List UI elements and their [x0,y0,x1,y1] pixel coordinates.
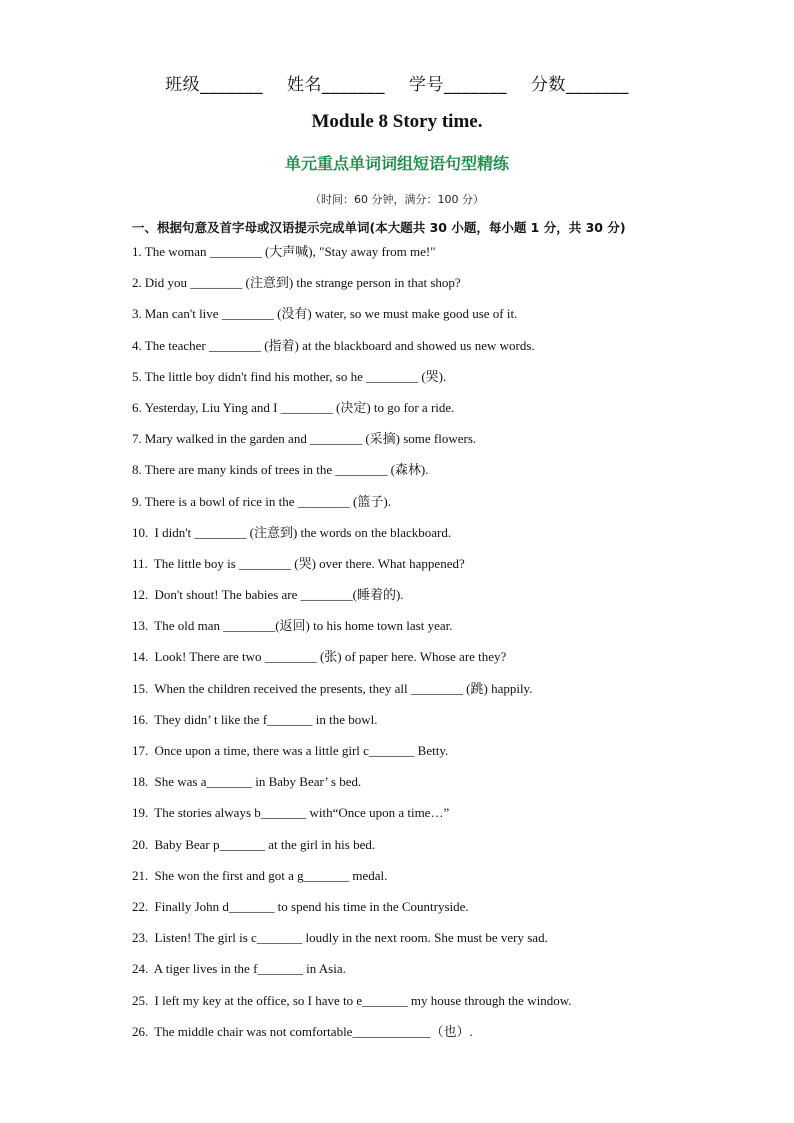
question-number: 18 [132,774,145,790]
question-number: 3 [132,306,139,322]
question-number: 23 [132,930,145,946]
question-item [132,494,752,525]
question-number: 10 [132,524,145,540]
question-number: 9 [132,493,139,509]
question-separator: . [138,368,142,384]
class-field[interactable]: 班级_______ [165,75,264,95]
question-text[interactable]: Yesterday, Liu Ying and I ________ (决定) to go for a ride. [144,399,455,415]
question-number: 19 [132,805,145,821]
question-item [132,805,752,836]
question-text[interactable]: Finally John d_______ to spend his time in the Countryside. [151,898,469,914]
question-item [132,649,752,680]
question-text[interactable]: When the children received the presents, they all ________ (跳) happily. [151,680,533,696]
question-separator: . [145,898,149,914]
question-number: 24 [132,961,145,977]
question-text[interactable]: Listen! The girl is c_______ loudly in the next room. She must be very sad. [151,930,548,946]
question-item [132,961,752,992]
question-text[interactable]: There are many kinds of trees in the ________ (森林). [144,462,429,478]
question-separator: . [145,774,149,790]
question-separator: . [138,462,142,478]
question-text[interactable]: The woman ________ (大声喊), "Stay away from me!" [144,244,436,259]
page-subtitle: 单元重点单词词组短语句型精练 [284,154,509,173]
question-text[interactable]: She won the first and got a g_______ medal. [151,867,388,883]
question-item [132,681,752,712]
question-separator: . [138,306,142,322]
question-item [132,837,752,868]
question-number: 22 [132,898,145,914]
question-number: 2 [132,275,139,291]
page-title: Module 8 Story time. [311,111,483,132]
question-separator: . [145,961,149,977]
question-separator: . [145,930,149,946]
question-separator: . [138,493,142,509]
question-item [132,868,752,899]
question-text[interactable]: The teacher ________ (指着) at the blackboard and showed us new words. [144,337,535,353]
question-text[interactable]: They didn’ t like the f_______ in the bowl. [151,711,378,727]
question-number: 12 [132,587,145,603]
question-item [132,899,752,930]
question-separator: . [145,836,149,852]
question-item [132,306,752,337]
question-number: 11 [132,555,145,571]
question-number: 8 [132,462,139,478]
question-item [132,618,752,649]
question-text[interactable]: Don't shout! The babies are ________(睡着的). [151,587,404,603]
question-number: 1 [132,244,139,259]
question-item [132,525,752,556]
question-list [132,244,752,1055]
question-number: 13 [132,618,145,634]
question-text[interactable]: Did you ________ (注意到) the strange person in that shop? [144,275,461,291]
question-text[interactable]: Man can't live ________ (没有) water, so we must make good use of it. [144,306,518,322]
question-item [132,556,752,587]
question-number: 5 [132,368,139,384]
question-text[interactable]: Mary walked in the garden and ________ (采摘) some flowers. [144,431,477,447]
question-separator: . [145,743,149,758]
question-separator: . [145,680,149,696]
question-number: 16 [132,711,145,727]
question-separator: . [138,244,142,259]
question-number: 7 [132,431,139,447]
score-field[interactable]: 分数_______ [530,75,629,95]
question-item [132,338,752,369]
question-text[interactable]: The old man ________(返回) to his home town last year. [151,618,453,634]
question-separator: . [145,867,149,883]
question-separator: . [145,711,149,727]
exam-meta: （时间：60 分钟，满分：100 分） [310,193,484,206]
question-item [132,1024,752,1055]
question-text[interactable]: She was a_______ in Baby Bear’ s bed. [151,774,362,790]
question-item [132,275,752,306]
question-text[interactable]: The little boy is ________ (哭) over there. What happened? [150,555,465,571]
question-item [132,930,752,961]
student-info-line [0,70,794,95]
question-item [132,431,752,462]
question-separator: . [145,649,149,665]
question-separator: . [144,555,148,571]
question-text[interactable]: Baby Bear p_______ at the girl in his bed. [151,836,376,852]
question-separator: . [145,805,149,821]
question-item [132,587,752,618]
name-field[interactable]: 姓名_______ [287,75,386,95]
question-text[interactable]: There is a bowl of rice in the ________ (篮子). [144,493,391,509]
question-separator: . [138,275,142,291]
question-number: 21 [132,867,145,883]
question-number: 25 [132,992,145,1008]
question-separator: . [138,399,142,415]
question-text[interactable]: Once upon a time, there was a little girl c_______ Betty. [151,743,449,758]
question-item [132,743,752,774]
question-item [132,244,752,275]
question-item [132,369,752,400]
question-number: 14 [132,649,145,665]
question-text[interactable]: The little boy didn't find his mother, so he ________ (哭). [144,368,447,384]
question-text[interactable]: I didn't ________ (注意到) the words on the blackboard. [151,524,452,540]
question-item [132,774,752,805]
question-text[interactable]: Look! There are two ________ (张) of paper here. Whose are they? [151,649,507,665]
question-text[interactable]: The stories always b_______ with“Once upon a time…” [151,805,450,821]
question-separator: . [145,992,149,1008]
question-separator: . [138,337,142,353]
question-separator: . [145,524,149,540]
question-item [132,712,752,743]
question-number: 6 [132,399,139,415]
student-id-field[interactable]: 学号_______ [408,75,507,95]
question-separator: . [138,431,142,447]
question-number: 17 [132,743,145,758]
question-text[interactable]: I left my key at the office, so I have to e_______ my house through the window. [151,992,572,1008]
question-item [132,462,752,493]
question-number: 15 [132,680,145,696]
question-separator: . [145,1023,149,1039]
question-separator: . [145,618,149,634]
question-number: 20 [132,836,145,852]
section-heading: 一、根据句意及首字母或汉语提示完成单词(本大题共 30 小题，每小题 1 分，共 30 分) [132,220,626,235]
question-separator: . [145,587,149,603]
question-item [132,993,752,1024]
question-text[interactable]: A tiger lives in the f_______ in Asia. [151,961,346,977]
question-number: 4 [132,337,139,353]
question-text[interactable]: The middle chair was not comfortable____________（也）. [151,1023,473,1039]
question-item [132,400,752,431]
question-number: 26 [132,1023,145,1039]
